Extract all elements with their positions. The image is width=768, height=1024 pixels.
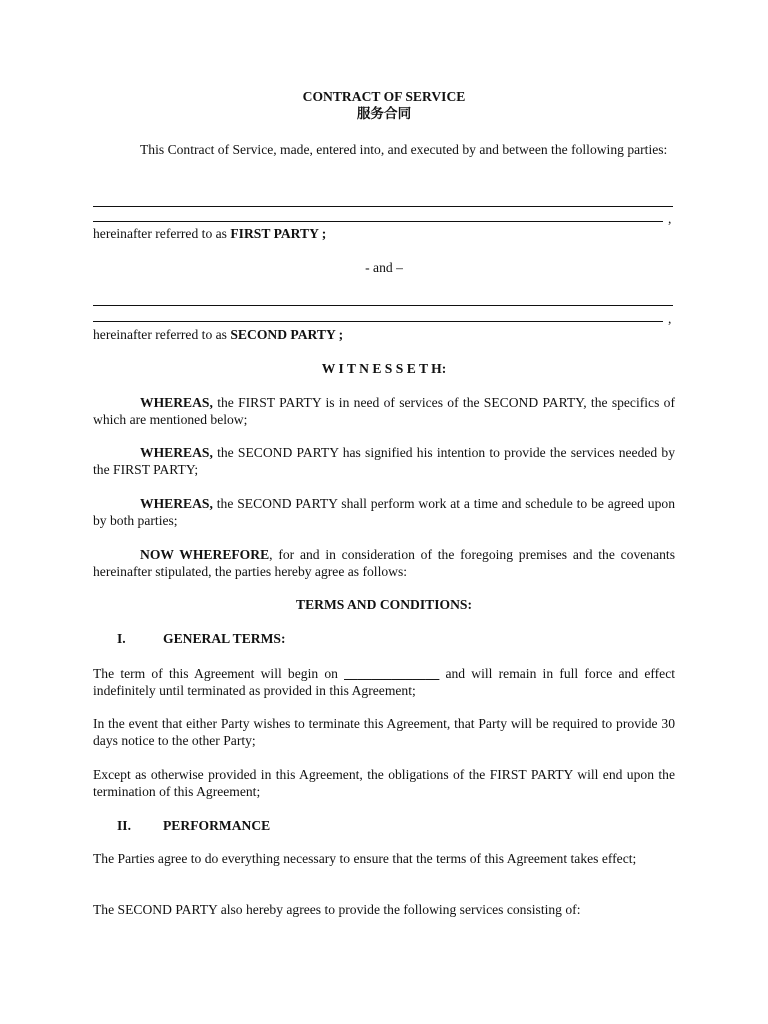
first-party-label: FIRST PARTY ; xyxy=(230,226,327,241)
second-party-blank-line-2 xyxy=(93,321,663,322)
whereas-clause-3: WHEREAS, the SECOND PARTY shall perform work at a time and schedule to be agreed upon by both parties; xyxy=(93,496,675,528)
document-title xyxy=(93,88,675,122)
term-begin-paragraph: The term of this Agreement will begin on ______________ and will remain in full force and effect indefinitely until terminated as provided in this Agreement; xyxy=(93,666,676,698)
and-separator: - and – xyxy=(365,260,403,275)
title-chinese-text: 服务合同 xyxy=(356,106,412,121)
terms-heading: TERMS AND CONDITIONS: xyxy=(296,597,472,612)
services-paragraph: The SECOND PARTY also hereby agrees to provide the following services consisting of: xyxy=(93,902,581,917)
first-party-blank-line-1 xyxy=(93,206,673,207)
title-text: CONTRACT OF SERVICE xyxy=(302,89,466,104)
second-party-line-comma: , xyxy=(668,311,672,326)
second-party-blank-line-1 xyxy=(93,305,673,306)
whereas-clause-2: WHEREAS, the SECOND PARTY has signified his intention to provide the services needed by the FIRST PARTY; xyxy=(93,445,675,477)
section-1-heading: I. GENERAL TERMS: xyxy=(117,631,286,646)
section-2-heading: II. PERFORMANCE xyxy=(117,818,271,833)
obligations-end-paragraph: Except as otherwise provided in this Agreement, the obligations of the FIRST PARTY will end upon the termination of this Agreement; xyxy=(93,767,675,799)
parties-agree-paragraph: The Parties agree to do everything necessary to ensure that the terms of this Agreement takes effect; xyxy=(93,851,637,866)
first-party-blank-line-2 xyxy=(93,221,663,222)
start-date-blank: ______________ xyxy=(344,666,440,681)
whereas-clause-1: WHEREAS, the FIRST PARTY is in need of services of the SECOND PARTY, the specifics of which are mentioned below; xyxy=(93,395,675,427)
first-party-reference: hereinafter referred to as FIRST PARTY ; xyxy=(93,226,327,241)
intro-paragraph: This Contract of Service, made, entered into, and executed by and between the following parties: xyxy=(140,142,668,157)
witnesseth-heading: W I T N E S S E T H: xyxy=(321,361,447,376)
termination-notice-paragraph: In the event that either Party wishes to terminate this Agreement, that Party will be required to provide 30 days notice to the other Party; xyxy=(93,716,675,748)
now-wherefore-clause: NOW WHEREFORE, for and in consideration of the foregoing premises and the covenants hereinafter stipulated, the parties hereby agree as follows: xyxy=(93,547,675,579)
first-party-line-comma: , xyxy=(668,211,672,226)
second-party-reference: hereinafter referred to as SECOND PARTY ; xyxy=(93,327,344,342)
second-party-label: SECOND PARTY ; xyxy=(230,327,344,342)
